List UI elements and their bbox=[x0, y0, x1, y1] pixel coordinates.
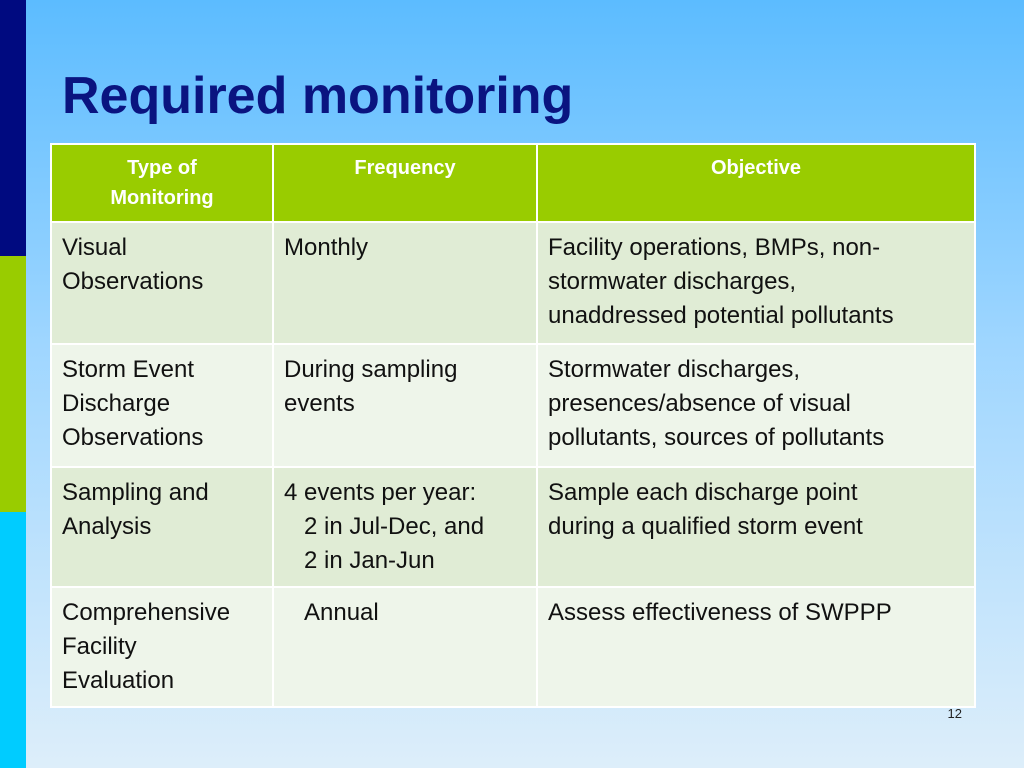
slide-title: Required monitoring bbox=[62, 67, 574, 125]
cell-objective bbox=[537, 587, 975, 707]
cell-frequency bbox=[273, 222, 537, 344]
header-frequency: Frequency bbox=[273, 144, 537, 222]
cell-objective bbox=[537, 222, 975, 344]
cell-line: unaddressed potential pollutants bbox=[548, 302, 894, 329]
monitoring-table bbox=[50, 143, 976, 708]
cell-line: 2 in Jan-Jun bbox=[304, 547, 435, 574]
cell-line: Comprehensive bbox=[62, 599, 231, 626]
table-row bbox=[51, 587, 975, 707]
side-bar-green bbox=[0, 256, 26, 512]
table-row bbox=[51, 344, 975, 467]
cell-line: 4 events per year: bbox=[284, 479, 477, 506]
header-type-line: Type of bbox=[127, 157, 197, 179]
cell-line: Storm Event bbox=[62, 356, 195, 383]
header-type-of-monitoring bbox=[51, 144, 273, 222]
cell-frequency bbox=[273, 587, 537, 707]
cell-frequency bbox=[273, 467, 537, 587]
cell-type bbox=[51, 344, 273, 467]
cell-line: 2 in Jul-Dec, and bbox=[304, 513, 485, 540]
cell-type bbox=[51, 587, 273, 707]
cell-line: Sampling and bbox=[62, 479, 209, 506]
cell-type bbox=[51, 222, 273, 344]
header-objective: Objective bbox=[537, 144, 975, 222]
cell-line: Facility operations, BMPs, non- bbox=[548, 234, 881, 261]
cell-line: pollutants, sources of pollutants bbox=[548, 424, 885, 451]
cell-line: Assess effectiveness of SWPPP bbox=[548, 599, 892, 626]
cell-line: Evaluation bbox=[62, 667, 175, 694]
cell-line: Monthly bbox=[284, 234, 369, 261]
cell-line: Visual bbox=[62, 234, 127, 261]
cell-line: Analysis bbox=[62, 513, 152, 540]
cell-objective bbox=[537, 344, 975, 467]
header-type-line: Monitoring bbox=[110, 187, 214, 209]
cell-line: Sample each discharge point bbox=[548, 479, 858, 506]
side-bar-navy bbox=[0, 0, 26, 256]
cell-line: Observations bbox=[62, 424, 204, 451]
cell-objective bbox=[537, 467, 975, 587]
side-bar-cyan bbox=[0, 512, 26, 768]
table-header-row bbox=[51, 144, 975, 222]
cell-line: Stormwater discharges, bbox=[548, 356, 801, 383]
cell-line: Annual bbox=[304, 599, 379, 626]
cell-line: Discharge bbox=[62, 390, 171, 417]
page-number: 12 bbox=[947, 706, 962, 721]
cell-frequency bbox=[273, 344, 537, 467]
cell-line: during a qualified storm event bbox=[548, 513, 863, 540]
cell-line: events bbox=[284, 390, 355, 417]
cell-line: presences/absence of visual bbox=[548, 390, 851, 417]
cell-type bbox=[51, 467, 273, 587]
cell-line: During sampling bbox=[284, 356, 458, 383]
table-row bbox=[51, 222, 975, 344]
table-row bbox=[51, 467, 975, 587]
cell-line: Facility bbox=[62, 633, 137, 660]
cell-line: stormwater discharges, bbox=[548, 268, 797, 295]
cell-line: Observations bbox=[62, 268, 204, 295]
